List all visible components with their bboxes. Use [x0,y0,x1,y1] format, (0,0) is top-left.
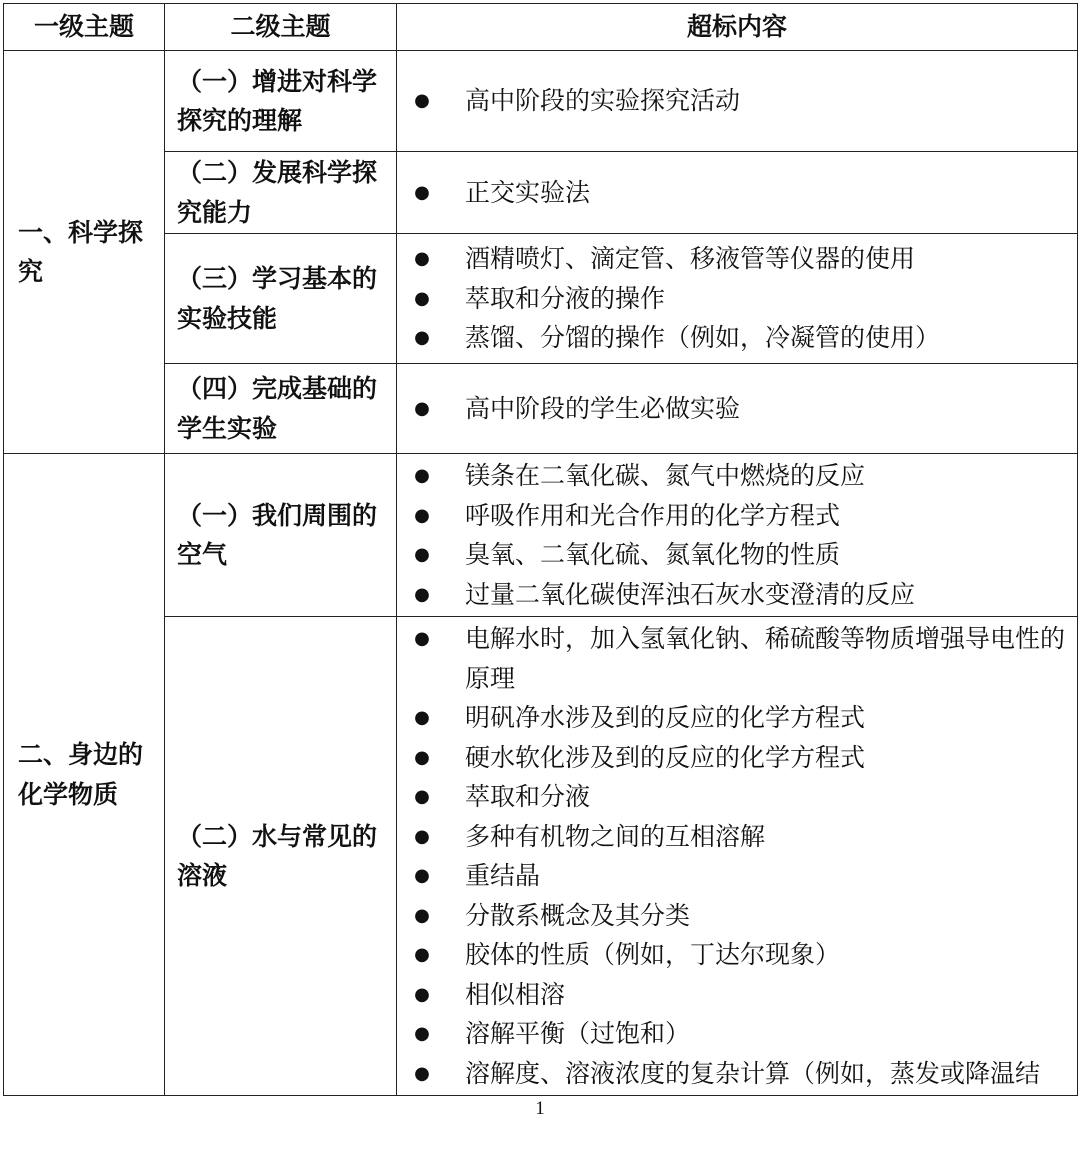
exceeding-content-cell [397,51,1078,152]
list-item-text: 分散系概念及其分类 [465,900,691,930]
list-item-text: 萃取和分液 [465,782,591,811]
exceeding-content-cell [397,617,1078,1096]
list-item [397,318,1071,358]
list-item [397,575,1071,615]
list-item [397,777,1071,817]
list-item-text: 重结晶 [465,861,541,890]
level2-topic: （三）学习基本的实验技能 [165,234,397,364]
bullet-icon: ● [414,90,430,112]
bullet-icon: ● [414,904,430,926]
table-row [4,454,1078,617]
bullet-icon: ● [414,1062,430,1084]
list-item [397,1054,1071,1094]
list-item-text: 溶解度、溶液浓度的复杂计算（例如，蒸发或降温结 [465,1058,1041,1088]
list-item [397,619,1071,698]
bullet-icon: ● [414,628,430,649]
bullet-icon: ● [414,327,430,349]
level2-topic: （二）水与常见的溶液 [165,617,397,1096]
bullet-icon: ● [414,465,430,486]
list-item [397,173,1071,213]
page-number: 1 [535,1098,545,1119]
table-row [4,51,1078,152]
list-item-text: 高中阶段的学生必做实验 [465,393,741,423]
list-item [397,239,1071,279]
list-item [397,456,1071,496]
list-item [397,389,1071,429]
list-item [397,496,1071,536]
bullet-icon: ● [414,865,430,886]
list-item [397,935,1071,975]
list-item-text: 胶体的性质（例如，丁达尔现象） [465,940,841,969]
bullet-icon: ● [414,825,430,847]
table-row [4,617,1078,1096]
list-item-text: 过量二氧化碳使浑浊石灰水变澄清的反应 [465,579,916,609]
bullet-icon: ● [414,287,430,309]
bullet-icon: ● [414,248,430,270]
list-item-text: 萃取和分液的操作 [465,283,666,313]
level2-topic: （一）增进对科学探究的理解 [165,51,397,152]
bullet-icon: ● [414,1023,430,1044]
level1-topic: 一、科学探究 [4,51,165,454]
exceeding-content-cell [397,454,1078,617]
list-item-text: 硬水软化涉及到的反应的化学方程式 [465,742,866,772]
header-row [4,4,1078,51]
level1-topic: 二、身边的化学物质 [4,454,165,1096]
bullet-icon: ● [414,944,430,965]
list-item [397,81,1071,121]
list-item-text: 蒸馏、分馏的操作（例如，冷凝管的使用） [465,323,941,353]
header-level1-topic: 一级主题 [4,4,165,51]
list-item-text: 多种有机物之间的互相溶解 [465,821,766,851]
list-item-text: 明矾净水涉及到的反应的化学方程式 [465,703,866,732]
bullet-icon: ● [414,746,430,768]
list-item [397,975,1071,1015]
list-item-text: 酒精喷灯、滴定管、移液管等仪器的使用 [465,244,916,274]
list-item [397,535,1071,575]
bullet-icon: ● [414,707,430,728]
list-item-text: 镁条在二氧化碳、氮气中燃烧的反应 [465,461,866,490]
level2-topic: （四）完成基础的学生实验 [165,364,397,454]
bullet-icon: ● [414,983,430,1005]
table-body [4,51,1078,1096]
list-item-text: 高中阶段的实验探究活动 [465,86,741,116]
list-item [397,856,1071,896]
table-row [4,234,1078,364]
list-item [397,279,1071,319]
list-item-text: 呼吸作用和光合作用的化学方程式 [465,500,841,530]
list-item-text: 正交实验法 [465,177,591,207]
list-item [397,1014,1071,1054]
list-item-text: 臭氧、二氧化硫、氮氧化物的性质 [465,540,841,569]
list-item [397,698,1071,738]
bullet-icon: ● [414,583,430,605]
standards-table [3,3,1078,1096]
bullet-icon: ● [414,544,430,565]
list-item-text: 溶解平衡（过饱和） [465,1019,691,1048]
list-item-text: 电解水时，加入氢氧化钠、稀硫酸等物质增强导电性的原理 [465,624,1066,693]
exceeding-content-cell [397,234,1078,364]
bullet-icon: ● [414,181,430,203]
bullet-icon: ● [414,786,430,807]
header-level2-topic: 二级主题 [165,4,397,51]
bullet-icon: ● [414,504,430,526]
level2-topic: （一）我们周围的空气 [165,454,397,617]
bullet-icon: ● [414,397,430,419]
list-item [397,817,1071,857]
list-item-text: 相似相溶 [465,979,566,1009]
table-row [4,364,1078,454]
header-exceeding-content: 超标内容 [397,4,1078,51]
level2-topic: （二）发展科学探究能力 [165,152,397,234]
exceeding-content-cell [397,364,1078,454]
table-row [4,152,1078,234]
list-item [397,738,1071,778]
list-item [397,896,1071,936]
exceeding-content-cell [397,152,1078,234]
